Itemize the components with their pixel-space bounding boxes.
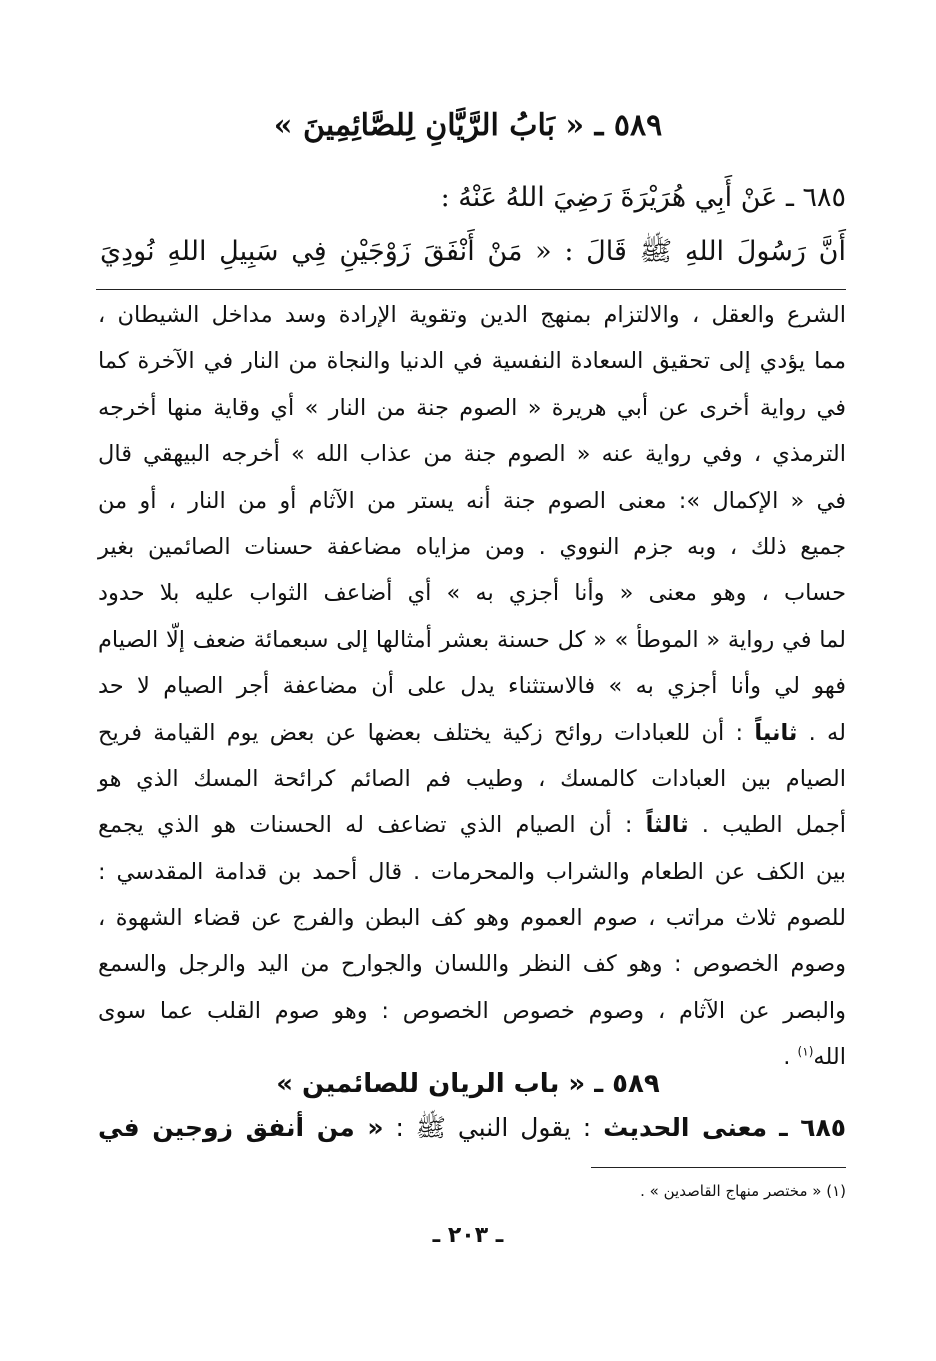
meaning-chapter-title: ٥٨٩ ـ « باب الريان للصائمين »: [276, 1069, 660, 1099]
commentary-line: [98, 802, 846, 848]
commentary-line: بين الكف عن الطعام والشراب والمحرمات . قال أحمد بن قدامة المقدسي :: [98, 858, 846, 885]
separator-rule: [96, 289, 846, 290]
hadith-text-line: أَنَّ رَسُولَ اللهِ ﷺ قَالَ : « مَنْ أَنْفَقَ زَوْجَيْنِ فِي سَبِيلِ اللهِ نُودِيَ: [100, 236, 846, 267]
footnote-rule: [591, 1167, 846, 1168]
commentary-text: .: [783, 1044, 798, 1071]
commentary-line: لما في رواية « الموطأ » « كل حسنة بعشر أمثالها إلى سبعمائة ضعف إلّا الصيام: [98, 626, 846, 653]
meaning-quote: « من أنفق زوجين في: [98, 1113, 384, 1142]
commentary-line: وصوم الخصوص : وهو كف النظر واللسان والجوارح من اليد والرجل والسمع: [98, 951, 846, 978]
commentary-line: جميع ذلك ، وبه جزم النووي . ومن مزاياه مضاعفة حسنات الصائمين بغير: [98, 533, 846, 560]
meaning-text: : يقول النبي ﷺ :: [395, 1113, 592, 1142]
commentary-line: للصوم ثلاث مراتب ، صوم العموم وهو كف البطن والفرج عن قضاء الشهوة ،: [98, 905, 846, 932]
commentary-line: حساب ، وهو معنى « وأنا أجزي به » أي أضاعف الثواب عليه بلا حدود: [98, 580, 846, 607]
commentary-line: [98, 710, 846, 756]
commentary-line: والبصر عن الآثام ، وصوم خصوص الخصوص : وهو صوم القلب عما سوى: [98, 997, 846, 1024]
meaning-number: ٦٨٥ ـ: [779, 1113, 847, 1142]
commentary-text: له .: [808, 719, 846, 746]
commentary-text: : أن الصيام الذي تضاعف له الحسنات هو الذي يجمع: [98, 812, 633, 839]
commentary-block: [98, 292, 846, 1081]
commentary-text: أجمل الطيب .: [701, 812, 846, 839]
chapter-title: ٥٨٩ ـ « بَابُ الرَّيَّانِ لِلصَّائِمِينَ »: [273, 108, 663, 143]
meaning-label: معنى الحديث: [603, 1113, 768, 1142]
commentary-text: الله: [813, 1044, 846, 1071]
commentary-line: الشرع والعقل ، والالتزام بمنهج الدين وتقوية الإرادة وسد مداخل الشيطان ،: [98, 302, 846, 328]
point-heading-third: ثالثاً: [645, 812, 689, 839]
commentary-line: الترمذي ، وفي رواية عنه « الصوم جنة من عذاب الله » أخرجه البيهقي قال: [98, 441, 846, 468]
commentary-line: الصيام بين العبادات كالمسك ، وطيب فم الصائم كرائحة المسك الذي هو: [98, 765, 846, 792]
point-heading-second: ثانياً: [754, 719, 798, 746]
meaning-line: [98, 1106, 846, 1150]
commentary-line: في « الإكمال »: معنى الصوم جنة أنه يستر من الآثام أو من النار ، أو من: [98, 487, 846, 514]
footnote-marker[interactable]: (١): [797, 1044, 814, 1059]
page-number: ـ ٢٠٣ ـ: [432, 1223, 504, 1248]
footnote: (١) « مختصر منهاج القاصدين » .: [640, 1182, 846, 1200]
commentary-line: في رواية أخرى عن أبي هريرة « الصوم جنة من النار » أي وقاية منها أخرجه: [98, 394, 846, 421]
commentary-line: مما يؤدي إلى تحقيق السعادة النفسية في الدنيا والنجاة من النار في الآخرة كما: [98, 348, 846, 375]
hadith-narrator-line: ٦٨٥ ـ عَنْ أَبِي هُرَيْرَةَ رَضِيَ اللهُ عَنْهُ :: [440, 182, 846, 213]
commentary-line: فهو لي وأنا أجزي به » فالاستثناء يدل على أن مضاعفة أجر الصيام لا حد: [98, 673, 846, 700]
commentary-text: : أن للعبادات روائح زكية يختلف بعضها عن بعض يوم القيامة فريح: [98, 719, 744, 746]
